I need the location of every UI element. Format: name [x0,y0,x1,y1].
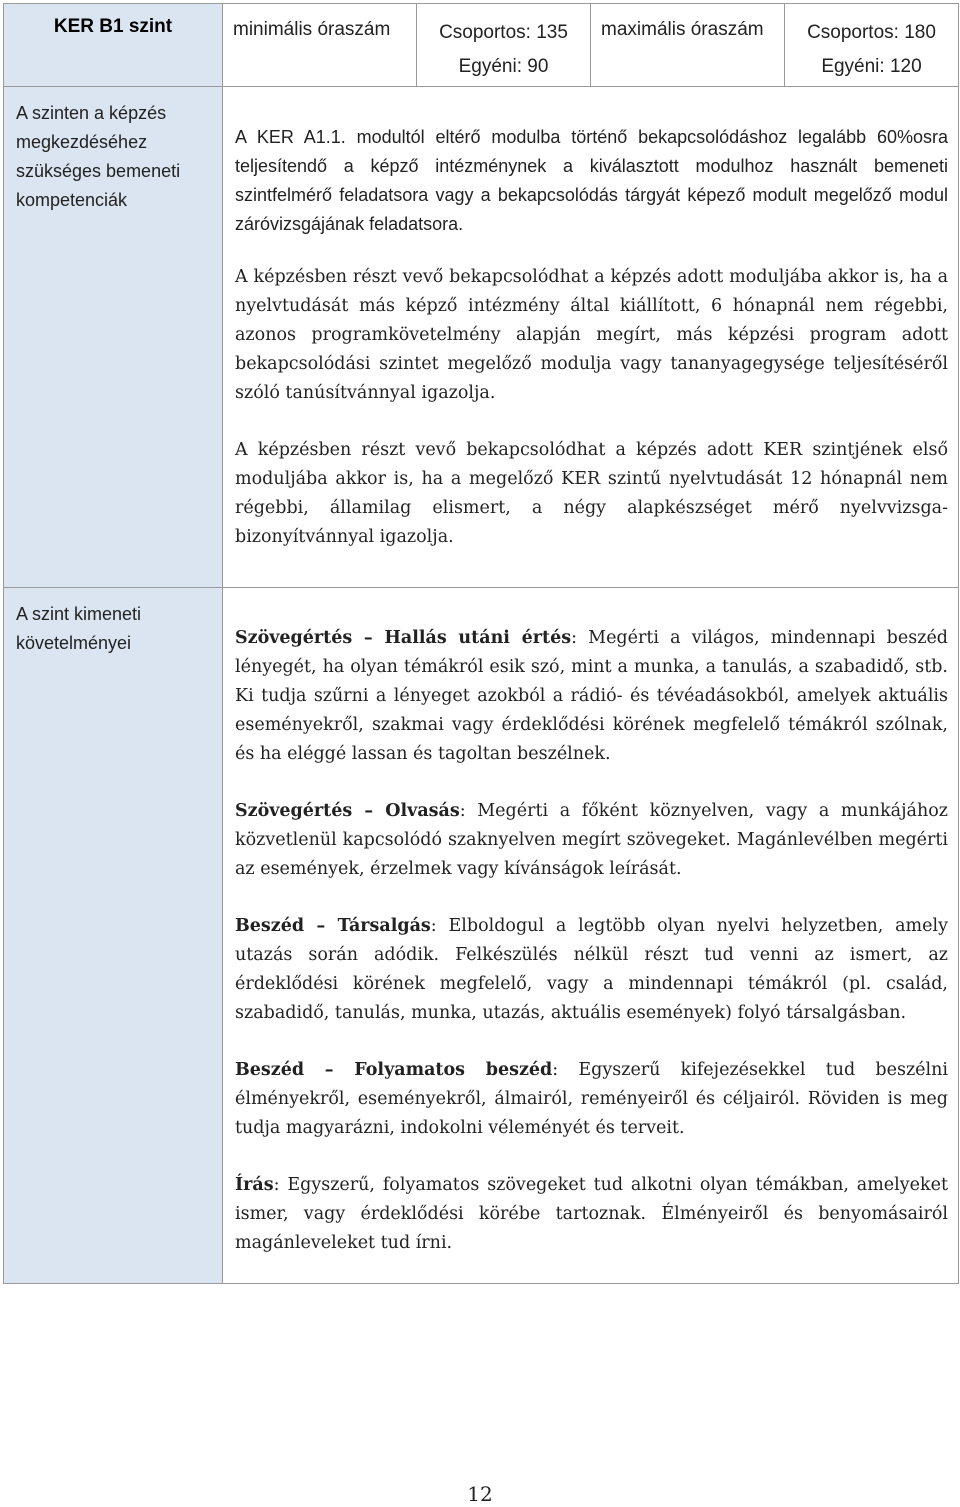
min-hours-values [417,4,591,87]
requirement-text: : Egyszerű kifejezésekkel tud beszélni élményekről, eseményekről, álmairól, reményeiről és céljairól. Röviden is meg tudja magyarázni, indokolni véleményét és terveit. [235,1060,948,1138]
requirement-reading [235,797,948,884]
max-individual-hours: Egyéni: 120 [821,56,922,77]
output-requirements-row [4,588,959,1284]
requirement-heading: Szövegértés – Olvasás [235,801,460,821]
requirement-text: : Elboldogul a legtöbb olyan nyelvi helyzetben, amely utazás során adódik. Felkészülés nélkül részt tud venni az ismert, az érdeklődési körének megfelelő, vagy a mindennapi témákról (pl. család, szabadidő, tanulás, munka, utazás, aktuális események) folyó társalgásban. [235,916,948,1023]
requirement-text: : Megérti a főként köznyelven, vagy a munkájához közvetlenül kapcsolódó szaknyelven megírt szövegeket. Magánlevélben megérti az események, érzelmek vagy kívánságok leírását. [235,801,948,879]
requirement-listening [235,624,948,769]
requirement-heading: Szövegértés – Hallás utáni értés [235,628,572,648]
entry-competencies-content [223,87,959,588]
header-row [4,4,959,87]
requirement-heading: Beszéd – Társalgás [235,916,431,936]
entry-paragraph-3: A képzésben részt vevő bekapcsolódhat a képzés adott KER szintjének első moduljába akkor is, ha a megelőző KER szintű nyelvtudását 12 hónapnál nem régebbi, államilag elismert, a négy alapkészséget mérő nyelvvizsga-bizonyítvánnyal igazolja. [235,440,948,547]
output-requirements-label: A szint kimeneti követelményei [4,588,223,1284]
entry-competencies-row [4,87,959,588]
page-number: 12 [467,1482,493,1506]
output-requirements-content [223,588,959,1284]
requirement-writing [235,1171,948,1258]
requirement-text: : Egyszerű, folyamatos szövegeket tud alkotni olyan témákban, amelyeket ismer, vagy érdeklődési körébe tartoznak. Élményeiről és benyomásairól magánleveleket tud írni. [235,1175,948,1253]
requirement-conversation [235,912,948,1028]
min-hours-label: minimális óraszám [223,4,417,87]
max-hours-values [785,4,959,87]
min-group-hours: Csoportos: 135 [439,22,568,43]
requirement-heading: Írás [235,1175,274,1195]
entry-paragraph-1: A KER A1.1. modultól eltérő modulba történő bekapcsolódáshoz legalább 60%osra teljesítendő a képző intézménynek a kiválasztott modulhoz használt bemeneti szintfelmérő feladatsora vagy a bekapcsolódás tárgyát képező modult megelőző modul záróvizsgájának feladatsora. [235,127,948,234]
requirement-speaking [235,1056,948,1143]
requirement-text: : Megérti a világos, mindennapi beszéd lényegét, ha olyan témákról esik szó, mint a munka, a tanulás, a szabadidő, stb. Ki tudja szűrni a lényeget azokból a rádió- és tévéadásokból, amelyek aktuális eseményekről, szakmai vagy érdeklődési körének megfelelő témákról szólnak, és ha eléggé lassan és tagoltan beszélnek. [235,628,948,764]
entry-competencies-label: A szinten a képzés megkezdéséhez szükséges bemeneti kompetenciák [4,87,223,588]
max-group-hours: Csoportos: 180 [807,22,936,43]
entry-paragraph-2: A képzésben részt vevő bekapcsolódhat a képzés adott moduljába akkor is, ha a nyelvtudását más képző intézmény által kiállított, 6 hónapnál nem régebbi, azonos programkövetelmény alapján megírt, más képzési program adott bekapcsolódási szintet megelőző modulja vagy tananyagegysége teljesítéséről szóló tanúsítvánnyal igazolja. [235,267,948,403]
requirement-heading: Beszéd – Folyamatos beszéd [235,1060,553,1080]
level-title: KER B1 szint [4,4,223,87]
max-hours-label: maximális óraszám [591,4,785,87]
min-individual-hours: Egyéni: 90 [458,56,549,77]
curriculum-table [3,3,959,1284]
